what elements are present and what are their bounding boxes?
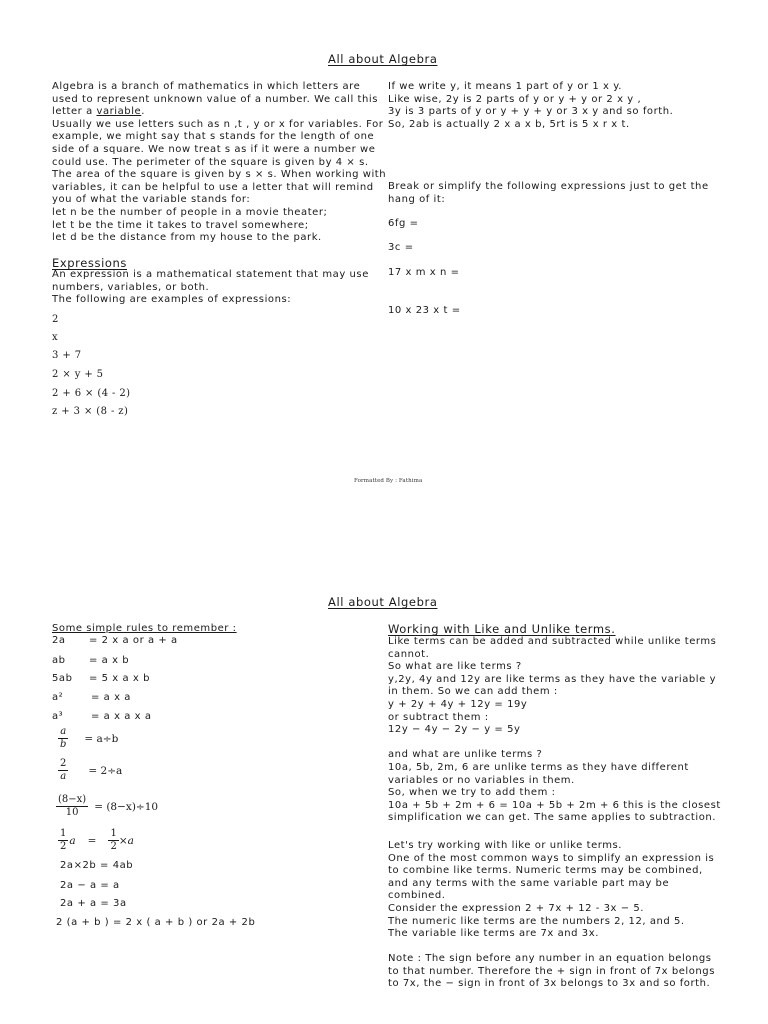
right-line: If we write y, it means 1 part of y or 1 x y. [388,81,622,92]
like-line: So what are like terms ? [388,661,522,673]
fraction-numerator: (8−x) [58,794,87,805]
like-line: to combine like terms. Numeric terms may be combined, [388,865,703,877]
exercise: 17 x m x n = [388,267,460,278]
tail-rule: 2a + a = 3a [60,898,127,909]
intro-line: let n be the number of people in a movie theater; [52,207,328,218]
right-line: 3y is 3 parts of y or y + y + y or 3 x y and so forth. [388,106,674,118]
intro-line: variables, it can be helpful to use a letter that will remind [52,181,374,193]
page1-title: All about Algebra [328,52,438,66]
intro-variable-prefix: letter a [52,106,97,118]
like-line: One of the most common ways to simplify an expression is [388,852,715,864]
variable-word: variable [96,106,142,118]
fraction [58,828,68,853]
tail-rule: 2a×2b = 4ab [60,860,134,871]
fraction-equals: = [87,834,97,847]
intro-variable-suffix: . [141,106,145,118]
rule-lhs: 5ab [52,673,73,684]
exercise: 3c = [388,242,414,253]
expression-example: 2 + 6 × (4 - 2) [52,388,131,399]
like-line: variables or no variables in them. [388,774,575,786]
right-line: Like wise, 2y is 2 parts of y or y + y or 2 x y , [388,93,642,105]
intro-line: let d be the distance from my house to the park. [52,232,322,244]
fraction-rule-rhs: = (8−x)÷10 [94,800,159,813]
expression-example: 2 [52,314,59,325]
like-line: and what are unlike terms ? [388,749,543,761]
break-line: Break or simplify the following expressions just to get the [388,181,709,192]
expression-example: 2 × y + 5 [52,369,104,380]
fraction [56,794,88,819]
rule-rhs: = a x a [91,692,131,703]
tail-rule: 2a − a = a [60,880,120,891]
exercise: 10 x 23 x t = [388,305,461,316]
rule-rhs: = 5 x a x b [89,673,150,684]
page1-footer: Formatted By : Fathima [354,478,423,484]
rule-lhs: ab [52,655,66,666]
like-line: Like terms can be added and subtracted while unlike terms [388,636,717,647]
rule-rhs: = 2 x a or a + a [89,635,178,646]
rules-heading: Some simple rules to remember : [52,623,237,634]
expressions-line: numbers, variables, or both. [52,281,210,293]
like-line: in them. So we can add them : [388,686,558,698]
like-line: to that number. Therefore the + sign in front of 7x belongs [388,965,715,977]
fraction-variable: a [69,834,76,847]
right-line: So, 2ab is actually 2 x a x b, 5rt is 5 x r x t. [388,118,630,130]
like-line: Note : The sign before any number in an equation belongs [388,953,712,964]
like-line: simplification we can get. The same applies to subtraction. [388,812,716,824]
fraction-numerator: 1 [60,828,67,839]
like-line: combined. [388,890,446,902]
expressions-line: The following are examples of expressions: [52,294,292,306]
intro-line: The area of the square is given by s × s. When working with [52,169,387,181]
fraction-denominator: 2 [110,841,117,852]
like-line: to 7x, the − sign in front of 3x belongs to 3x and so forth. [388,978,711,990]
expression-example: 3 + 7 [52,350,82,361]
like-line: The variable like terms are 7x and 3x. [388,928,599,940]
like-line: So, when we try to add them : [388,787,556,799]
expressions-heading: Expressions [52,256,128,270]
intro-line: used to represent unknown value of a number. We call this [52,93,378,105]
expressions-line: An expression is a mathematical statement that may use [52,269,369,280]
fraction [58,758,68,783]
like-line: Consider the expression 2 + 7x + 12 - 3x − 5. [388,903,645,914]
tail-rule: 2 (a + b ) = 2 x ( a + b ) or 2a + 2b [56,917,256,928]
exercise: 6fg = [388,218,419,229]
rule-lhs: a³ [52,711,64,722]
page2-title: All about Algebra [328,595,438,609]
fraction-denominator: 10 [65,807,79,818]
expression-example: z + 3 × (8 - z) [52,406,129,417]
intro-line: let t be the time it takes to travel somewhere; [52,219,309,231]
fraction-numerator: a [60,726,67,737]
like-line: cannot. [388,648,430,660]
like-line: or subtract them : [388,711,489,723]
fraction-times-variable: ×a [118,834,134,847]
like-line: 10a + 5b + 2m + 6 = 10a + 5b + 2m + 6 this is the closest [388,799,721,811]
like-line: 10a, 5b, 2m, 6 are unlike terms as they have different [388,762,689,773]
fraction-denominator: b [60,739,67,750]
rule-lhs: 2a [52,635,66,646]
like-line: 12y − 4y − 2y − y = 5y [388,724,521,736]
fraction-rule-rhs: = a÷b [84,732,119,745]
intro-line: could use. The perimeter of the square is given by 4 × s. [52,156,369,168]
like-line: and any terms with the same variable part may be [388,877,670,889]
like-line: Let's try working with like or unlike terms. [388,840,623,851]
rule-rhs: = a x b [89,655,130,666]
fraction-rule-half-a [58,828,134,853]
like-line: y,2y, 4y and 12y are like terms as they have the variable y [388,673,717,685]
intro-line: example, we might say that s stands for the length of one [52,131,375,143]
rule-lhs: a² [52,692,64,703]
fraction-denominator: 2 [60,841,67,852]
fraction-rule-rhs: = 2÷a [88,764,123,777]
fraction [108,828,118,853]
fraction-rule-a-over-b [58,726,118,751]
like-line: The numeric like terms are the numbers 2, 12, and 5. [388,915,685,927]
intro-line: side of a square. We now treat s as if it were a number we [52,144,376,155]
fraction-denominator: a [60,771,67,782]
like-line: y + 2y + 4y + 12y = 19y [388,699,528,710]
rule-rhs: = a x a x a [91,711,152,722]
fraction-numerator: 2 [60,758,67,769]
intro-variable-line [52,106,145,119]
intro-line: you of what the variable stands for: [52,194,251,206]
intro-line: Usually we use letters such as n ,t , y or x for variables. For [52,118,384,130]
expression-example: x [52,332,59,343]
break-line: hang of it: [388,193,446,205]
fraction-rule-8x-over-10 [56,794,158,819]
fraction [58,726,68,751]
fraction-numerator: 1 [110,828,117,839]
like-unlike-heading: Working with Like and Unlike terms. [388,622,616,636]
fraction-rule-2-over-a [58,758,122,783]
intro-line: Algebra is a branch of mathematics in which letters are [52,81,361,92]
